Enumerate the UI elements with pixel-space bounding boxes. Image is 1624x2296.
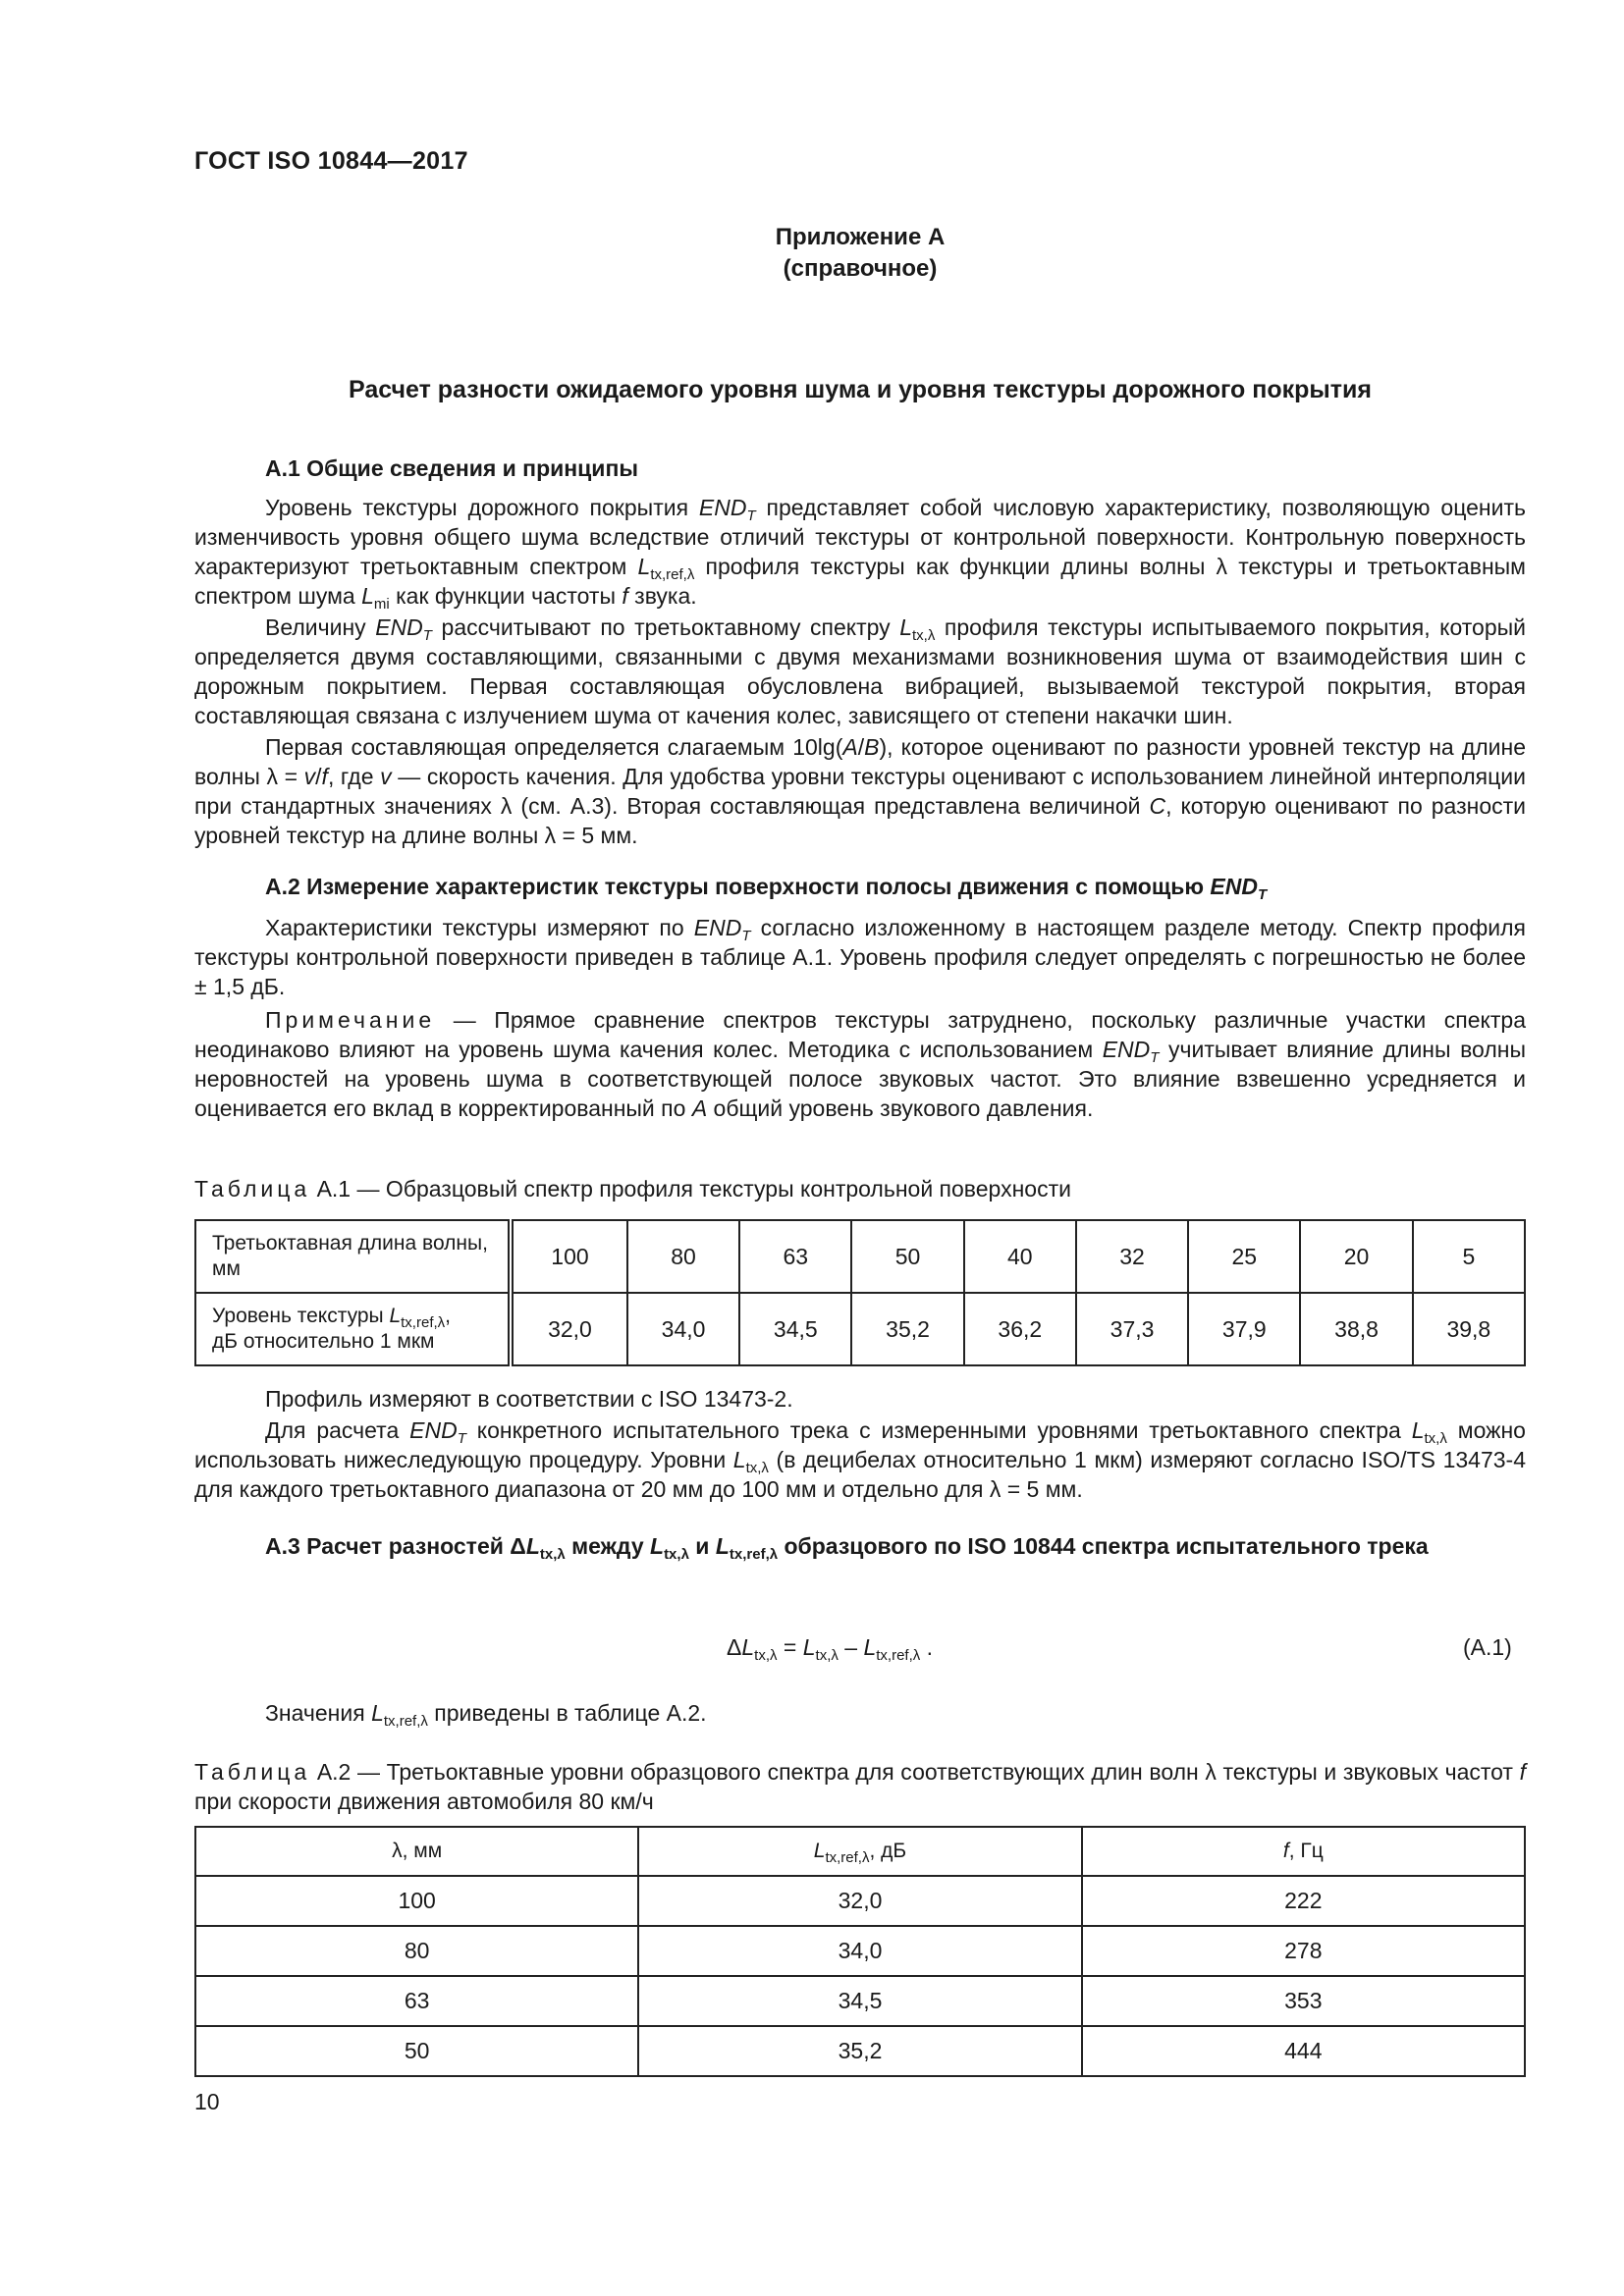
- section-a3-heading: А.3 Расчет разностей $\Delta L_{tx,\lambda}$ между $L_{tx,\lambda}$ и $L_{tx,ref,\lambda}$ образцового по ISO 10844 спектра испытательного трека: [265, 1533, 1429, 1563]
- table-cell: 35,2: [638, 2026, 1081, 2076]
- table-cell: 222: [1082, 1876, 1525, 1926]
- table-row: [195, 1293, 1525, 1365]
- table-cell: 5: [1413, 1220, 1525, 1293]
- table-cell: 34,0: [627, 1293, 739, 1365]
- section-a2-note: Примечание — Прямое сравнение спектров текстуры затруднено, поскольку различные участки спектра неодинаково влияют на уровень шума качения колес. Методика с использованием $END_T$ учитывает влияние длины волны неровностей на уровень шума в соответствующей полосе звуковых частот. Это влияние взвешенно усредняется и оценивается его вклад в корректированный по A общий уровень звукового давления.: [194, 1007, 1526, 1121]
- table-cell: 32,0: [511, 1293, 627, 1365]
- table-cell: 25: [1188, 1220, 1300, 1293]
- section-a1-paragraph-2: Величину $END_T$ рассчитывают по третьоктавному спектру $L_{tx,\lambda}$ профиля текстуры испытываемого покрытия, который определяется двумя составляющими, связанными с двумя механизмами возникновения шума от взаимодействия шин с дорожным покрытием. Первая составляющая обусловлена вибрацией, вызываемой текстурой покрытия, вторая составляющая связана с излучением шума от качения колес, зависящего от степени накачки шин.: [194, 614, 1526, 728]
- table-cell: 63: [739, 1220, 851, 1293]
- table-cell: 37,3: [1076, 1293, 1188, 1365]
- section-a3-paragraph-1: Значения $L_{tx,ref,\lambda}$ приведены в таблице А.2.: [265, 1700, 707, 1730]
- table-cell: 444: [1082, 2026, 1525, 2076]
- table-cell: 37,9: [1188, 1293, 1300, 1365]
- document-header: ГОСТ ISO 10844—2017: [194, 147, 468, 175]
- table-cell: 32: [1076, 1220, 1188, 1293]
- table-cell: 36,2: [964, 1293, 1076, 1365]
- table-cell: 50: [195, 2026, 638, 2076]
- table-cell: 34,0: [638, 1926, 1081, 1976]
- after-table-paragraph-2: Для расчета $END_T$ конкретного испытательного трека с измеренными уровнями третьоктавного спектра $L_{tx,\lambda}$ можно использовать нижеследующую процедуру. Уровни $L_{tx,\lambda}$ (в децибелах относительно 1 мкм) измеряют согласно ISO/TS 13473-4 для каждого третьоктавного диапазона от 20 мм до 100 мм и отдельно для λ = 5 мм.: [194, 1417, 1526, 1502]
- table-cell: 34,5: [739, 1293, 851, 1365]
- table-cell: 100: [511, 1220, 627, 1293]
- table-a2: [194, 1826, 1526, 2077]
- equation-number: (А.1): [1463, 1634, 1512, 1660]
- table-a1: [194, 1219, 1526, 1366]
- table-header-cell: λ, мм: [195, 1827, 638, 1876]
- table-a1-caption: Таблица А.1 — Образцовый спектр профиля текстуры контрольной поверхности: [194, 1176, 1071, 1201]
- table-cell: 38,8: [1300, 1293, 1412, 1365]
- note-label: Примечание: [265, 1007, 436, 1033]
- table-cell: 39,8: [1413, 1293, 1525, 1365]
- table-cell: 80: [195, 1926, 638, 1976]
- section-a1-heading: А.1 Общие сведения и принципы: [265, 455, 638, 481]
- table-cell: 50: [851, 1220, 963, 1293]
- section-a2-paragraph-1: Характеристики текстуры измеряют по $END_T$ согласно изложенному в настоящем разделе методу. Спектр профиля текстуры контрольной поверхности приведен в таблице А.1. Уровень профиля следует определять с погрешностью не более ± 1,5 дБ.: [194, 915, 1526, 999]
- table-cell: 34,5: [638, 1976, 1081, 2026]
- appendix-heading: Расчет разности ожидаемого уровня шума и уровня текстуры дорожного покрытия: [349, 376, 1372, 403]
- appendix-title: Приложение А: [775, 224, 946, 250]
- table-cell: 353: [1082, 1976, 1525, 2026]
- table-header-cell: f, Гц: [1082, 1827, 1525, 1876]
- table-cell: 35,2: [851, 1293, 963, 1365]
- page-number: 10: [194, 2089, 220, 2114]
- after-table-paragraph-1: Профиль измеряют в соответствии с ISO 13473-2.: [265, 1386, 793, 1412]
- table-cell: 100: [195, 1876, 638, 1926]
- section-a1-paragraph-1: Уровень текстуры дорожного покрытия $END_T$ представляет собой числовую характеристику, позволяющую оценить изменчивость уровня общего шума вследствие отличий текстуры от контрольной поверхности. Контрольную поверхность характеризуют третьоктавным спектром $L_{tx,ref,\lambda}$ профиля текстуры как функции длины волны λ текстуры и третьоктавным спектром шума $L_{mi}$ как функции частоты f звука.: [194, 495, 1526, 613]
- table-header-cell: $L_{tx,ref,\lambda}$, дБ: [638, 1827, 1081, 1876]
- table-row: [195, 1876, 1525, 1926]
- table-a2-caption: Таблица А.2 — Третьоктавные уровни образцового спектра для соответствующих длин волн λ текстуры и звуковых частот f при скорости движения автомобиля 80 км/ч: [194, 1759, 1526, 1814]
- table-cell: 20: [1300, 1220, 1412, 1293]
- table-row: [195, 1220, 1525, 1293]
- section-a1-paragraph-3: Первая составляющая определяется слагаемым 10lg(A/B), которое оценивают по разности уровней текстур на длине волны λ = v/f, где v — скорость качения. Для удобства уровни текстуры оценивают с использованием линейной интерполяции при стандартных значениях λ (см. А.3). Вторая составляющая представлена величиной C, которую оценивают по разности уровней текстур на длине волны λ = 5 мм.: [194, 734, 1527, 848]
- table-row: [195, 2026, 1525, 2076]
- table-cell: 32,0: [638, 1876, 1081, 1926]
- table-cell: 63: [195, 1976, 638, 2026]
- section-a2-heading: А.2 Измерение характеристик текстуры поверхности полосы движения с помощью $END_T$: [265, 874, 1268, 903]
- formula-a1: $\Delta L_{tx,\lambda} = L_{tx,\lambda} - L_{tx,ref,\lambda}$ .: [727, 1634, 934, 1664]
- appendix-subtitle: (справочное): [783, 255, 938, 282]
- table-header-row: [195, 1827, 1525, 1876]
- table-cell: 40: [964, 1220, 1076, 1293]
- table-row: [195, 1926, 1525, 1976]
- table-row-header: Уровень текстуры $L_{tx,ref,\lambda}$, дБ относительно 1 мкм: [195, 1293, 511, 1365]
- table-row: [195, 1976, 1525, 2026]
- table-cell: 80: [627, 1220, 739, 1293]
- table-cell: 278: [1082, 1926, 1525, 1976]
- table-row-header: Третьоктавная длина волны, мм: [195, 1220, 511, 1293]
